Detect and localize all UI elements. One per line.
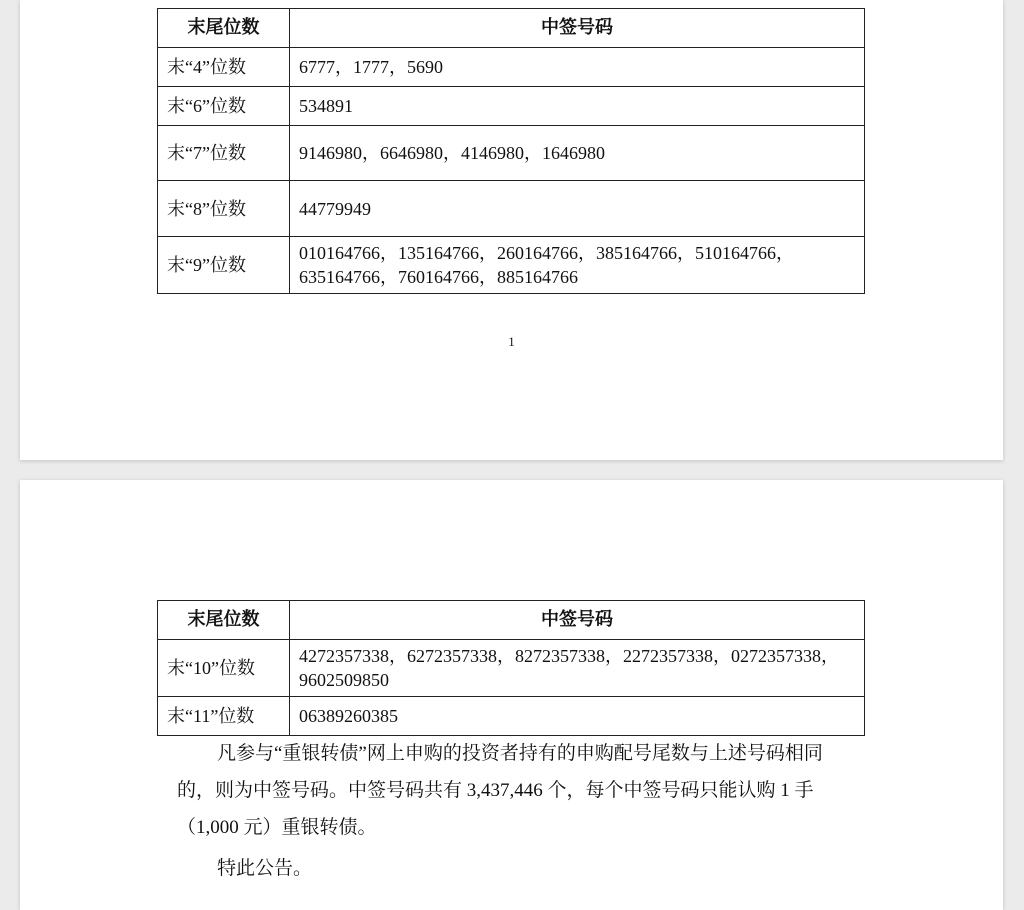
numbers-cell: 9146980，6646980，4146980，1646980 [290,126,865,181]
table-row [158,126,865,181]
digit-cell: 末“10”位数 [158,640,290,697]
numbers-cell: 010164766，135164766，260164766，385164766，510164766，635164766，760164766，885164766 [290,237,865,294]
header-winning-numbers: 中签号码 [290,9,865,48]
table-header-row [158,9,865,48]
table-row [158,48,865,87]
numbers-cell: 534891 [290,87,865,126]
digit-cell: 末“4”位数 [158,48,290,87]
table-row [158,640,865,697]
winning-numbers-table [157,8,865,294]
announcement-paragraph: 凡参与“重银转债”网上申购的投资者持有的申购配号尾数与上述号码相同的，则为中签号码。中签号码共有 3,437,446 个，每个中签号码只能认购 1 手（1,000 元）重银转债。 [177,743,823,838]
digit-cell: 末“9”位数 [158,237,290,294]
document-page-2 [20,480,1003,910]
numbers-cell: 4272357338，6272357338，8272357338，2272357338，0272357338，9602509850 [290,640,865,697]
page-number: 1 [508,334,515,349]
closing-statement: 特此公告。 [217,858,313,879]
table-row [158,697,865,736]
header-digit-count: 末尾位数 [158,601,290,640]
digit-cell: 末“11”位数 [158,697,290,736]
digit-cell: 末“7”位数 [158,126,290,181]
numbers-cell: 6777，1777，5690 [290,48,865,87]
numbers-cell: 44779949 [290,181,865,237]
document-page-1 [20,0,1003,460]
table-row [158,237,865,294]
digit-cell: 末“6”位数 [158,87,290,126]
winning-numbers-table [157,600,865,736]
header-winning-numbers: 中签号码 [290,601,865,640]
table-row [158,87,865,126]
numbers-cell: 06389260385 [290,697,865,736]
header-digit-count: 末尾位数 [158,9,290,48]
digit-cell: 末“8”位数 [158,181,290,237]
table-row [158,181,865,237]
table-header-row [158,601,865,640]
